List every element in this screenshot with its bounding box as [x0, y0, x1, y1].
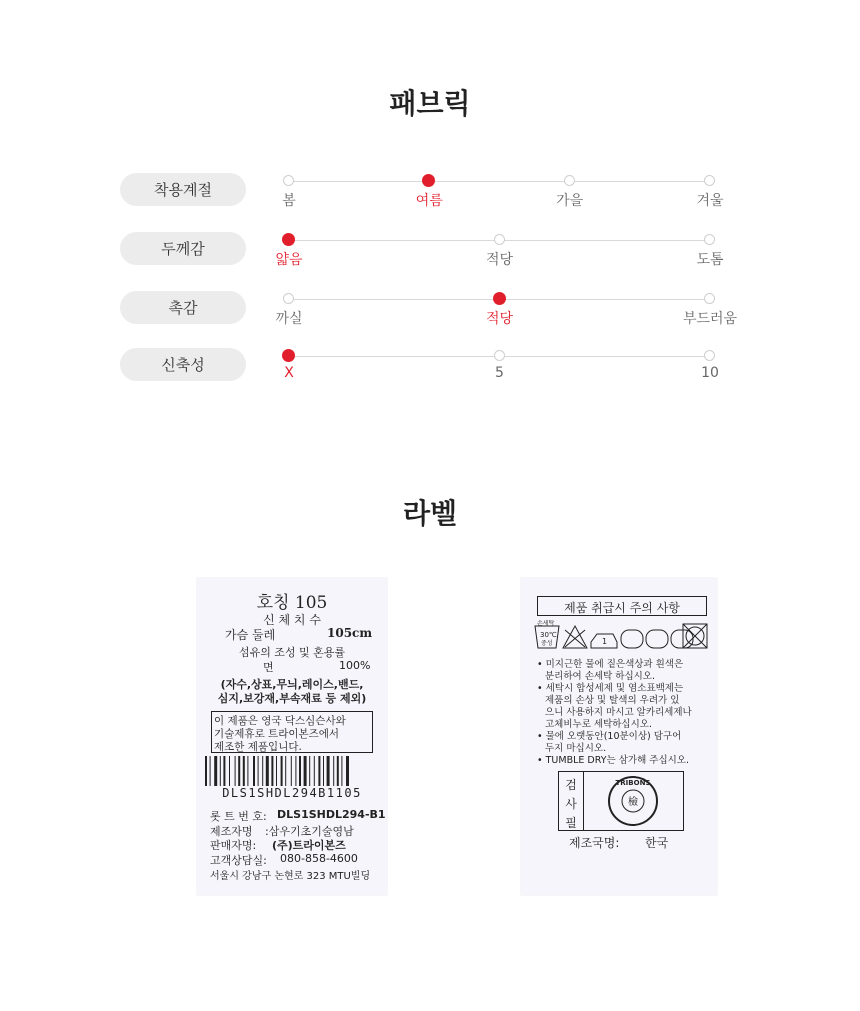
size-label-tag [197, 578, 387, 895]
barcode-text: DLS1SHDL294B1105 [222, 786, 362, 800]
barcode-bar [318, 756, 320, 786]
svg-text:1: 1 [602, 637, 608, 646]
attribute-label: 착용계절 [120, 173, 246, 206]
cs-label: 고객상담실: [210, 854, 267, 867]
scale-option-label: 5 [495, 365, 504, 381]
scale-dot [564, 175, 575, 186]
barcode-bar [220, 756, 221, 786]
scale-option-label: 10 [701, 365, 719, 381]
notice-line-1: 이 제품은 영국 닥스심슨사와 [214, 715, 346, 727]
scale-option-label: 가을 [556, 193, 584, 209]
notice-box [211, 711, 373, 753]
barcode-bar [291, 756, 292, 786]
inspect-char-1: 검 [565, 778, 577, 792]
scale-dot [704, 234, 715, 245]
care-line-8: 두지 마십시오. [545, 743, 607, 754]
fiber-name: 면 [263, 661, 274, 674]
barcode-bar [223, 756, 225, 786]
notice-line-2: 기술제휴로 트라이본즈에서 [214, 728, 340, 740]
barcode-bar [271, 756, 273, 786]
barcode-bar [247, 756, 248, 786]
scale-option-label: 봄 [282, 193, 296, 209]
barcode-bar [323, 756, 324, 786]
cs-value: 080-858-4600 [280, 852, 358, 865]
scale-dot-selected [282, 349, 295, 362]
care-line-9: • TUMBLE DRY는 삼가해 주십시오. [537, 755, 689, 766]
barcode-bar [346, 756, 349, 786]
stamp-center-char: 檢 [628, 797, 638, 808]
barcode-bar [214, 756, 217, 786]
barcode-bar [327, 756, 330, 786]
scale-track [289, 181, 710, 182]
fiber-percent: 100% [339, 659, 371, 672]
inspect-char-3: 필 [565, 816, 577, 830]
scale-option-label: 부드러움 [682, 311, 738, 327]
label-title: 라벨 [402, 497, 458, 530]
barcode-bar [276, 756, 277, 786]
barcode-bar [299, 756, 301, 786]
scale-dot-selected [493, 292, 506, 305]
care-symbols [533, 620, 709, 652]
fabric-title: 패브릭 [389, 87, 471, 120]
care-line-3: • 세탁시 합성세제 및 염소표백제는 [537, 683, 684, 694]
barcode-bar [210, 756, 211, 786]
hand-wash-icon: 손세탁 [537, 620, 555, 627]
svg-text:중성: 중성 [541, 640, 553, 647]
scale-option-label: 적당 [485, 252, 514, 268]
barcode-bar [281, 756, 283, 786]
barcode-bar [309, 756, 310, 786]
barcode-bar [285, 756, 286, 786]
size-title: 호칭 105 [256, 593, 328, 613]
scale-dot [704, 293, 715, 304]
barcode-bar [238, 756, 240, 786]
care-symbols-graphic [533, 620, 709, 652]
barcode-bar [235, 756, 236, 786]
care-line-4: 제품의 손상 및 탈색의 우려가 있 [545, 695, 680, 706]
scale-dot-selected [282, 233, 295, 246]
barcode-bar [243, 756, 245, 786]
care-line-5: 으니 사용하지 마시고 알카리세제나 [545, 707, 692, 718]
seller-value: (주)트라이본즈 [272, 839, 346, 852]
care-line-7: • 물에 오랫동안(10분이상) 담구어 [537, 731, 682, 742]
care-line-1: • 미지근한 물에 짙은색상과 흰색은 [537, 659, 684, 670]
attribute-label: 두께감 [120, 232, 246, 265]
inspection-word-box [559, 772, 584, 830]
inspection-box [558, 771, 684, 831]
barcode-bar [266, 756, 269, 786]
scale-option-label: 여름 [415, 193, 443, 209]
attribute-label: 촉감 [120, 291, 246, 324]
care-line-6: 고체비누로 세탁하십시오. [545, 719, 652, 730]
attribute-label: 신축성 [120, 348, 246, 381]
care-title-box [537, 596, 707, 616]
country-label: 제조국명: [569, 836, 620, 850]
country-value: 한국 [645, 836, 669, 850]
scale-option-label: 까실 [275, 311, 303, 327]
barcode-bar [229, 756, 230, 786]
lot-value: DLS1SHDL294-B1 [277, 808, 386, 821]
chest-label: 가슴 둘레 [225, 628, 276, 642]
exclusion-line-2: 심지,보강재,부속재료 등 제외) [217, 692, 367, 705]
care-title: 제품 취급시 주의 사항 [564, 601, 680, 615]
scale-dot [494, 234, 505, 245]
exclusion-line-1: (자수,상표,무늬,레이스,밴드, [220, 678, 364, 691]
scale-option-label: X [284, 365, 294, 381]
fiber-title: 섬유의 조성 및 혼용률 [238, 646, 346, 659]
barcode-bar [205, 756, 207, 786]
scale-dot [283, 175, 294, 186]
inspect-char-2: 사 [565, 797, 577, 811]
scale-dot [494, 350, 505, 361]
scale-option-label: 적당 [485, 311, 514, 327]
scale-dot [283, 293, 294, 304]
svg-text:30℃: 30℃ [540, 631, 557, 639]
inspection-stamp [583, 772, 683, 830]
barcode-image [205, 756, 379, 786]
scale-dot-selected [422, 174, 435, 187]
barcode-bar [262, 756, 263, 786]
care-label-tag [521, 578, 717, 895]
notice-line-3: 제조한 제품입니다. [214, 741, 302, 753]
barcode-bar [258, 756, 259, 786]
scale-dot [704, 175, 715, 186]
scale-option-label: 얇음 [275, 252, 303, 268]
maker-label: 제조자명 [210, 825, 253, 838]
stamp-brand-text: TRIBONS [615, 779, 651, 787]
barcode-bar [295, 756, 296, 786]
scale-option-label: 도톰 [696, 252, 724, 268]
scale-option-label: 겨울 [696, 193, 724, 209]
scale-dot [704, 350, 715, 361]
maker-value: :삼우기초기술영남 [265, 825, 354, 838]
barcode-bar [333, 756, 334, 786]
address: 서울시 강남구 논현로 323 MTU빌딩 [210, 871, 371, 882]
barcode-bar [253, 756, 255, 786]
chest-value: 105cm [327, 626, 373, 640]
care-line-2: 분리하여 손세탁 하십시오. [545, 671, 656, 682]
barcode-bar [337, 756, 339, 786]
seller-label: 판매자명: [210, 839, 257, 852]
barcode-bar [314, 756, 315, 786]
lot-label: 롯 트 번 호: [210, 810, 267, 823]
body-size-heading: 신 체 치 수 [263, 613, 321, 627]
barcode-bar [304, 756, 307, 786]
barcode-bar [341, 756, 342, 786]
